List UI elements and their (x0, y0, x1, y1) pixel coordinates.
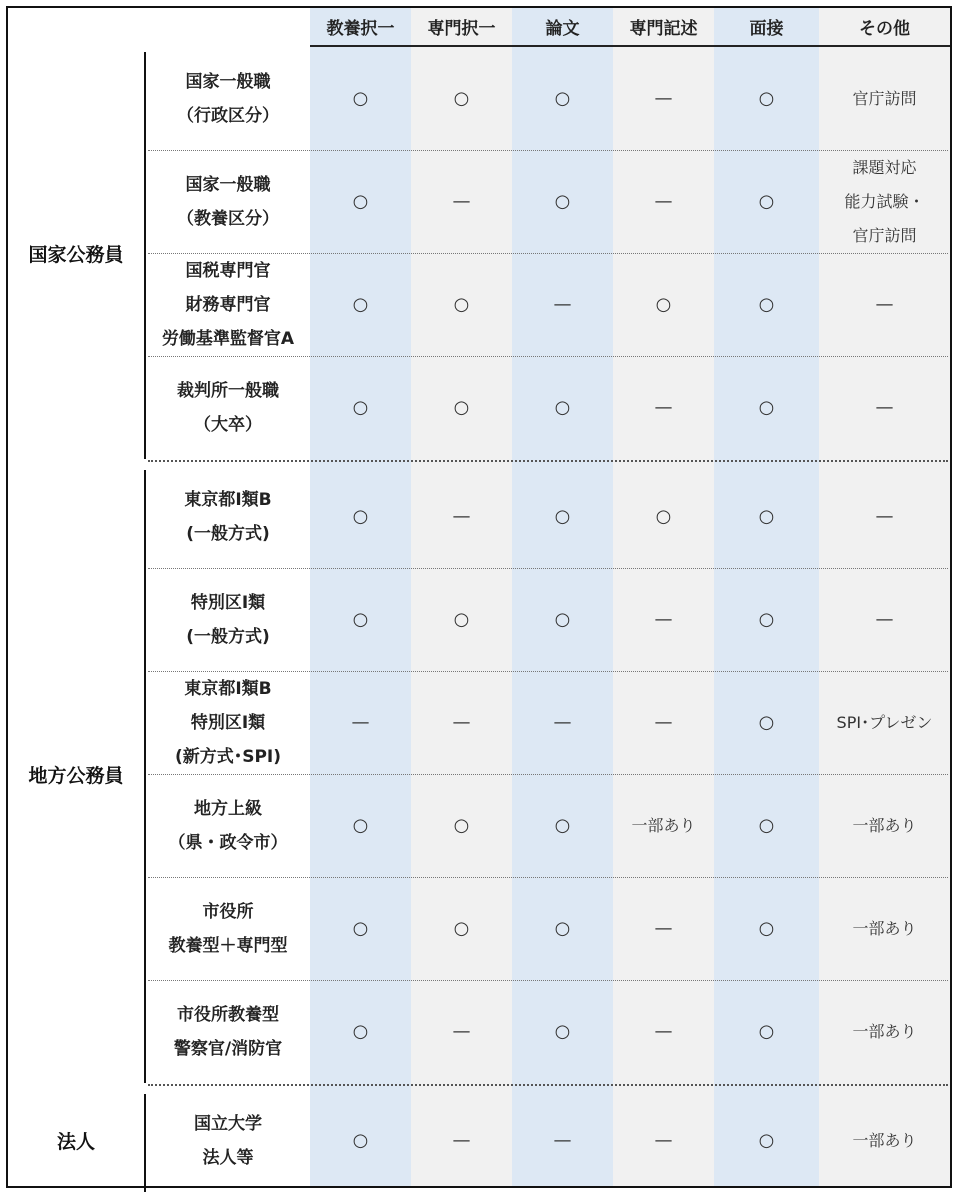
mark-value: ○ (352, 1021, 369, 1042)
row-label (146, 774, 310, 877)
row-label (146, 980, 310, 1083)
mark-cell (310, 356, 411, 459)
mark-value: — (654, 191, 673, 212)
row-label (146, 47, 310, 150)
mark-cell (310, 877, 411, 980)
mark-cell (714, 568, 819, 671)
group-label: 国家公務員 (28, 243, 124, 266)
column-header: 論文 (545, 19, 580, 39)
mark-value: — (654, 88, 673, 109)
row-label-line: （行政区分） (177, 105, 279, 126)
mark-value: ○ (352, 397, 369, 418)
other-value: — (875, 506, 894, 527)
row-label-line: 裁判所一般職 (177, 380, 279, 401)
mark-cell (310, 1089, 411, 1192)
mark-value: ○ (758, 88, 775, 109)
mark-value: — (654, 1021, 673, 1042)
row-label-line: (一般方式) (186, 626, 270, 647)
row-label (146, 465, 310, 568)
mark-value: — (351, 712, 370, 733)
mark-cell (714, 671, 819, 774)
mark-value: ○ (758, 1021, 775, 1042)
row-label (146, 877, 310, 980)
other-value: 一部あり (852, 815, 917, 835)
other-cell (819, 980, 950, 1083)
row-label-line: 法人等 (202, 1147, 254, 1168)
row-label-line: （教養区分） (177, 208, 279, 229)
mark-cell (310, 980, 411, 1083)
mark-value: ○ (352, 88, 369, 109)
row-label-line: 特別区Ⅰ類 (190, 592, 266, 613)
mark-cell (714, 1089, 819, 1192)
mark-cell (411, 1089, 512, 1192)
row-label-line: 市役所 (202, 901, 254, 922)
row-label-line: 東京都Ⅰ類B (184, 678, 272, 699)
mark-value: ○ (554, 815, 571, 836)
mark-cell (714, 465, 819, 568)
mark-cell (411, 774, 512, 877)
row-label-line: （大卒） (194, 414, 262, 435)
group-label: 法人 (56, 1131, 95, 1153)
other-value: 官庁訪問 (852, 225, 917, 245)
column-header: 専門記述 (629, 19, 698, 39)
other-cell (819, 671, 950, 774)
other-cell (819, 774, 950, 877)
mark-value: ○ (758, 397, 775, 418)
row-label-line: 労働基準監督官A (161, 328, 295, 349)
mark-value: ○ (758, 294, 775, 315)
group-divider (144, 52, 146, 459)
other-value: SPI･プレゼン (836, 712, 933, 732)
mark-value: ○ (554, 191, 571, 212)
other-cell (819, 465, 950, 568)
mark-cell (411, 980, 512, 1083)
mark-value: ○ (554, 918, 571, 939)
mark-value: ○ (758, 609, 775, 630)
mark-cell (512, 980, 613, 1083)
mark-value: ○ (453, 397, 470, 418)
mark-cell (310, 150, 411, 253)
mark-cell (613, 356, 714, 459)
mark-cell (411, 47, 512, 150)
mark-cell (714, 47, 819, 150)
mark-cell (512, 47, 613, 150)
mark-cell (714, 877, 819, 980)
mark-value: — (452, 191, 471, 212)
mark-cell (714, 253, 819, 356)
row-label (146, 150, 310, 253)
other-cell (819, 1089, 950, 1192)
other-value: 一部あり (852, 918, 917, 938)
mark-value: 一部あり (631, 815, 696, 835)
mark-value: ○ (758, 191, 775, 212)
mark-cell (411, 356, 512, 459)
mark-value: ○ (453, 294, 470, 315)
other-value: 能力試験・ (844, 191, 925, 211)
mark-value: — (553, 712, 572, 733)
row-label-line: 財務専門官 (185, 294, 271, 315)
other-cell (819, 253, 950, 356)
mark-cell (714, 356, 819, 459)
row-label (146, 671, 310, 774)
mark-cell (714, 150, 819, 253)
mark-cell (512, 671, 613, 774)
other-value: — (875, 397, 894, 418)
other-value: 課題対応 (852, 157, 917, 177)
row-label-line: (新方式･SPI) (174, 746, 282, 767)
mark-value: — (452, 1130, 471, 1151)
mark-value: ○ (554, 397, 571, 418)
mark-value: ○ (453, 815, 470, 836)
mark-value: ○ (758, 815, 775, 836)
row-label (146, 568, 310, 671)
mark-value: ○ (352, 815, 369, 836)
exam-comparison-table (6, 6, 952, 1188)
mark-cell (411, 671, 512, 774)
mark-value: — (654, 918, 673, 939)
mark-value: — (654, 609, 673, 630)
mark-cell (613, 465, 714, 568)
row-label-line: (一般方式) (186, 523, 270, 544)
mark-cell (310, 671, 411, 774)
mark-cell (512, 877, 613, 980)
group-separator (148, 1084, 948, 1086)
mark-value: ○ (758, 506, 775, 527)
mark-value: ○ (453, 918, 470, 939)
mark-value: ○ (352, 506, 369, 527)
column-header: 専門択一 (427, 19, 496, 39)
mark-cell (512, 568, 613, 671)
mark-value: ○ (554, 1021, 571, 1042)
other-cell (819, 568, 950, 671)
other-value: — (875, 294, 894, 315)
column-header: 教養択一 (326, 19, 395, 39)
row-label-line: 国家一般職 (185, 71, 271, 92)
mark-value: — (654, 397, 673, 418)
row-label-line: （県・政令市） (168, 832, 288, 853)
row-label-line: 東京都Ⅰ類B (184, 489, 272, 510)
mark-cell (512, 150, 613, 253)
row-label-line: 教養型＋専門型 (168, 935, 288, 956)
row-label-line: 地方上級 (194, 798, 262, 819)
mark-cell (613, 47, 714, 150)
row-label-line: 国家一般職 (185, 174, 271, 195)
mark-cell (613, 568, 714, 671)
mark-cell (714, 980, 819, 1083)
mark-cell (310, 465, 411, 568)
group-separator (148, 460, 948, 462)
mark-cell (512, 465, 613, 568)
other-value: 一部あり (852, 1021, 917, 1041)
column-header: 面接 (749, 19, 784, 39)
mark-value: ○ (352, 1130, 369, 1151)
row-label-line: 市役所教養型 (177, 1004, 279, 1025)
mark-cell (512, 253, 613, 356)
row-label (146, 1089, 310, 1192)
other-cell (819, 150, 950, 253)
mark-cell (512, 774, 613, 877)
mark-value: — (654, 1130, 673, 1151)
other-value: 官庁訪問 (852, 88, 917, 108)
mark-cell (411, 877, 512, 980)
row-label-line: 国立大学 (194, 1113, 262, 1134)
mark-value: — (553, 294, 572, 315)
column-header: その他 (859, 19, 910, 39)
mark-value: ○ (655, 506, 672, 527)
mark-value: ○ (758, 918, 775, 939)
mark-cell (714, 774, 819, 877)
mark-value: ○ (453, 609, 470, 630)
mark-cell (411, 253, 512, 356)
mark-value: ○ (352, 294, 369, 315)
mark-value: ○ (554, 506, 571, 527)
mark-value: ○ (758, 712, 775, 733)
mark-value: ○ (453, 88, 470, 109)
mark-cell (310, 774, 411, 877)
row-label (146, 253, 310, 356)
mark-value: — (553, 1130, 572, 1151)
mark-value: ○ (655, 294, 672, 315)
mark-cell (310, 47, 411, 150)
mark-value: — (452, 712, 471, 733)
mark-cell (613, 1089, 714, 1192)
mark-value: ○ (352, 918, 369, 939)
other-cell (819, 877, 950, 980)
mark-cell (613, 774, 714, 877)
mark-cell (310, 568, 411, 671)
other-cell (819, 356, 950, 459)
mark-cell (613, 980, 714, 1083)
mark-value: ○ (758, 1130, 775, 1151)
mark-cell (613, 253, 714, 356)
mark-value: ○ (554, 88, 571, 109)
mark-cell (613, 150, 714, 253)
other-cell (819, 47, 950, 150)
mark-value: ○ (352, 191, 369, 212)
mark-value: — (654, 712, 673, 733)
row-label-line: 警察官/消防官 (173, 1038, 283, 1059)
row-label-line: 国税専門官 (185, 260, 271, 281)
mark-cell (512, 356, 613, 459)
group-divider (144, 470, 146, 1083)
row-label (146, 356, 310, 459)
mark-value: — (452, 506, 471, 527)
mark-cell (310, 253, 411, 356)
mark-cell (411, 568, 512, 671)
group-divider (144, 1094, 146, 1192)
row-label-line: 特別区Ⅰ類 (190, 712, 266, 733)
mark-value: ○ (554, 609, 571, 630)
group-label: 地方公務員 (28, 764, 124, 787)
mark-cell (411, 150, 512, 253)
mark-cell (613, 671, 714, 774)
mark-value: ○ (352, 609, 369, 630)
mark-cell (613, 877, 714, 980)
mark-cell (411, 465, 512, 568)
other-value: 一部あり (852, 1130, 917, 1150)
mark-cell (512, 1089, 613, 1192)
other-value: — (875, 609, 894, 630)
mark-value: — (452, 1021, 471, 1042)
